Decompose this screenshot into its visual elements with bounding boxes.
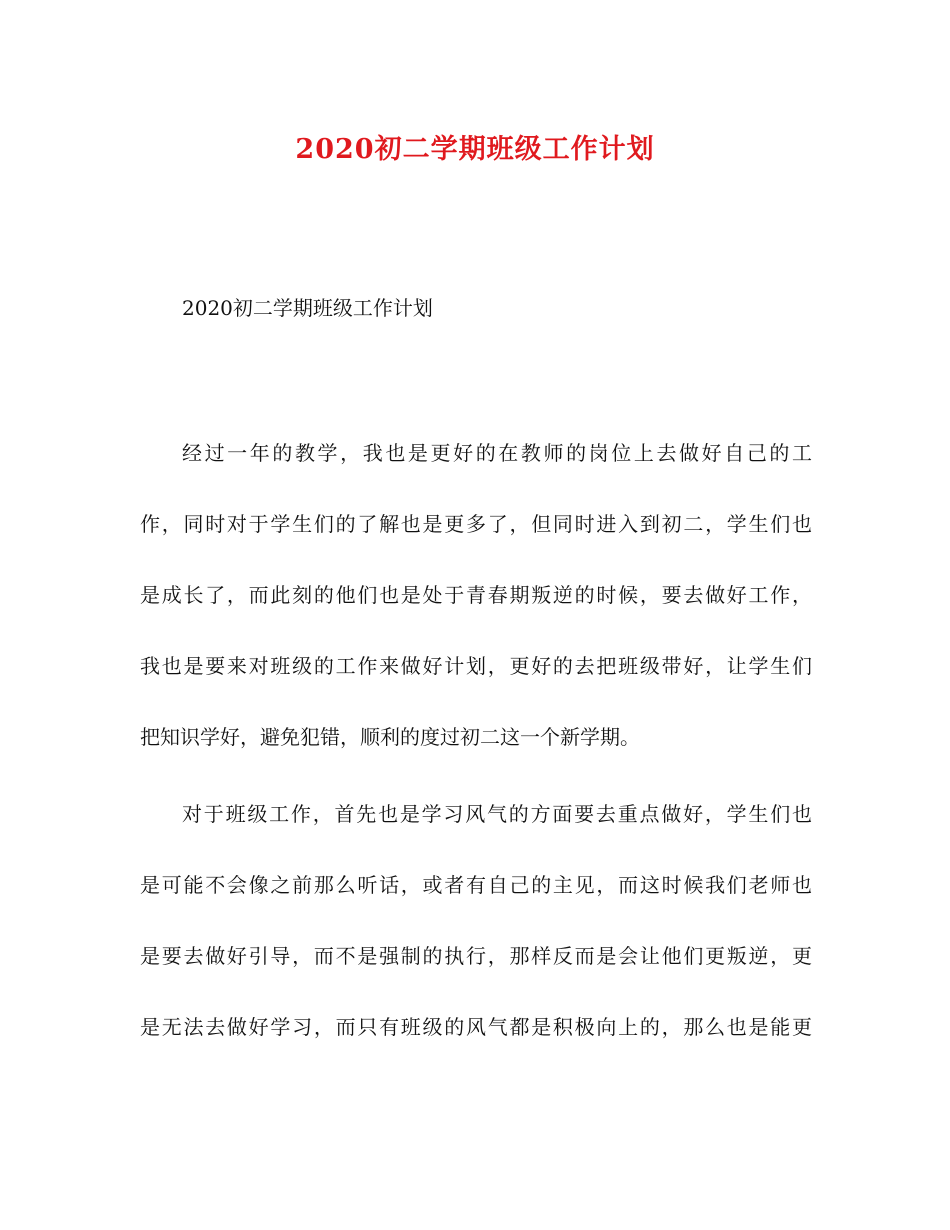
- document-title: 2020初二学期班级工作计划: [295, 134, 655, 165]
- paragraph-line: 是无法去做好学习，而只有班级的风气都是积极向上的，那么也是能更: [140, 1015, 812, 1039]
- paragraph-line: 是要去做好引导，而不是强制的执行，那样反而是会让他们更叛逆，更: [140, 944, 812, 968]
- paragraph-line: 对于班级工作，首先也是学习风气的方面要去重点做好，学生们也: [182, 802, 812, 826]
- paragraph-line: 我也是要来对班级的工作来做好计划，更好的去把班级带好，让学生们: [140, 654, 812, 678]
- paragraph-line: 是可能不会像之前那么听话，或者有自己的主见，而这时候我们老师也: [140, 873, 812, 897]
- paragraph-line: 把知识学好，避免犯错，顺利的度过初二这一个新学期。: [140, 725, 640, 749]
- paragraph-line: 作，同时对于学生们的了解也是更多了，但同时进入到初二，学生们也: [140, 512, 812, 536]
- paragraph-line: 是成长了，而此刻的他们也是处于青春期叛逆的时候，要去做好工作，: [140, 583, 812, 607]
- paragraph-line: 经过一年的教学，我也是更好的在教师的岗位上去做好自己的工: [182, 441, 812, 465]
- document-subtitle: 2020初二学期班级工作计划: [182, 296, 433, 320]
